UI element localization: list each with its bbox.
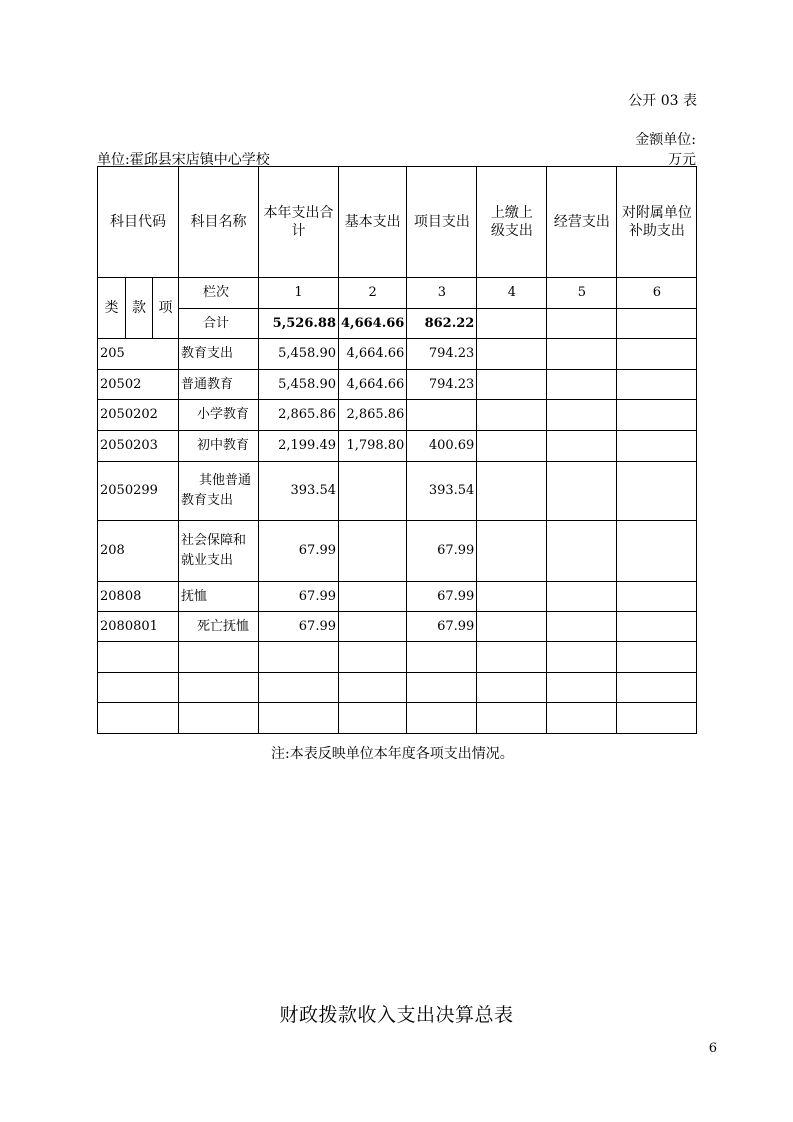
col-index-2: 2 [339,278,407,309]
row-code: 2050203 [98,431,179,462]
table-row [98,612,697,642]
table-row [98,521,697,582]
row-basic: 4,664.66 [339,339,407,370]
column-index-row [98,278,697,309]
row-total: 5,458.90 [259,370,339,400]
row-code: 2050299 [98,462,179,521]
row-basic: 1,798.80 [339,431,407,462]
table-row [98,400,697,431]
table-row [98,339,697,370]
total-total: 5,526.88 [259,309,339,339]
total-upper [477,309,547,339]
row-total: 2,199.49 [259,431,339,462]
header-upper-remit: 上缴上级支出 [477,167,547,278]
row-name: 普通教育 [179,370,259,400]
row-basic [339,521,407,582]
table-note: 注:本表反映单位本年度各项支出情况。 [271,746,514,762]
header-lei: 类 [98,278,126,339]
row-basic [339,462,407,521]
next-section-title: 财政拨款收入支出决算总表 [279,1004,514,1026]
header-kuan: 款 [126,278,153,339]
form-number: 公开 03 表 [628,93,697,109]
row-total: 67.99 [259,612,339,642]
header-total-expense: 本年支出合计 [259,167,339,278]
row-project [407,400,477,431]
row-code: 20502 [98,370,179,400]
row-project: 67.99 [407,612,477,642]
header-basic-expense: 基本支出 [339,167,407,278]
header-project-expense: 项目支出 [407,167,477,278]
header-xiang: 项 [153,278,179,339]
row-basic [339,612,407,642]
total-row [98,309,697,339]
empty-row [98,642,697,673]
total-business [547,309,617,339]
row-basic: 2,865.86 [339,400,407,431]
total-label: 合计 [179,309,259,339]
row-basic [339,582,407,612]
page-number: 6 [708,1041,717,1056]
organization-name: 单位:霍邱县宋店镇中心学校 [97,152,270,168]
table-header-row [98,167,697,278]
row-name: 教育支出 [179,339,259,370]
row-code: 20808 [98,582,179,612]
row-project: 794.23 [407,370,477,400]
total-subsidy [617,309,697,339]
row-total: 2,865.86 [259,400,339,431]
row-name: 小学教育 [179,400,259,431]
row-total: 67.99 [259,521,339,582]
amount-unit-value: 万元 [668,152,696,168]
row-name: 初中教育 [179,431,259,462]
col-index-1: 1 [259,278,339,309]
row-project: 393.54 [407,462,477,521]
header-business-expense: 经营支出 [547,167,617,278]
row-code: 208 [98,521,179,582]
header-subject-name: 科目名称 [179,167,259,278]
row-name: 抚恤 [179,582,259,612]
col-index-5: 5 [547,278,617,309]
col-index-6: 6 [617,278,697,309]
row-project: 400.69 [407,431,477,462]
row-name: 其他普通教育支出 [179,462,259,521]
table-row [98,431,697,462]
row-total: 393.54 [259,462,339,521]
table-row [98,582,697,612]
row-total: 67.99 [259,582,339,612]
header-subject-code: 科目代码 [98,167,179,278]
total-basic: 4,664.66 [339,309,407,339]
row-code: 2050202 [98,400,179,431]
table-row [98,462,697,521]
row-project: 67.99 [407,521,477,582]
row-code: 2080801 [98,612,179,642]
table-row [98,370,697,400]
row-project: 67.99 [407,582,477,612]
amount-unit-label: 金额单位: [635,132,696,148]
col-index-3: 3 [407,278,477,309]
row-name: 社会保障和就业支出 [179,521,259,582]
row-total: 5,458.90 [259,339,339,370]
total-project: 862.22 [407,309,477,339]
header-subsidy-expense: 对附属单位补助支出 [617,167,697,278]
col-index-4: 4 [477,278,547,309]
empty-row [98,703,697,734]
row-basic: 4,664.66 [339,370,407,400]
row-project: 794.23 [407,339,477,370]
header-row-index: 栏次 [179,278,259,309]
row-code: 205 [98,339,179,370]
empty-row [98,673,697,703]
expenditure-table [97,166,697,734]
row-name: 死亡抚恤 [179,612,259,642]
